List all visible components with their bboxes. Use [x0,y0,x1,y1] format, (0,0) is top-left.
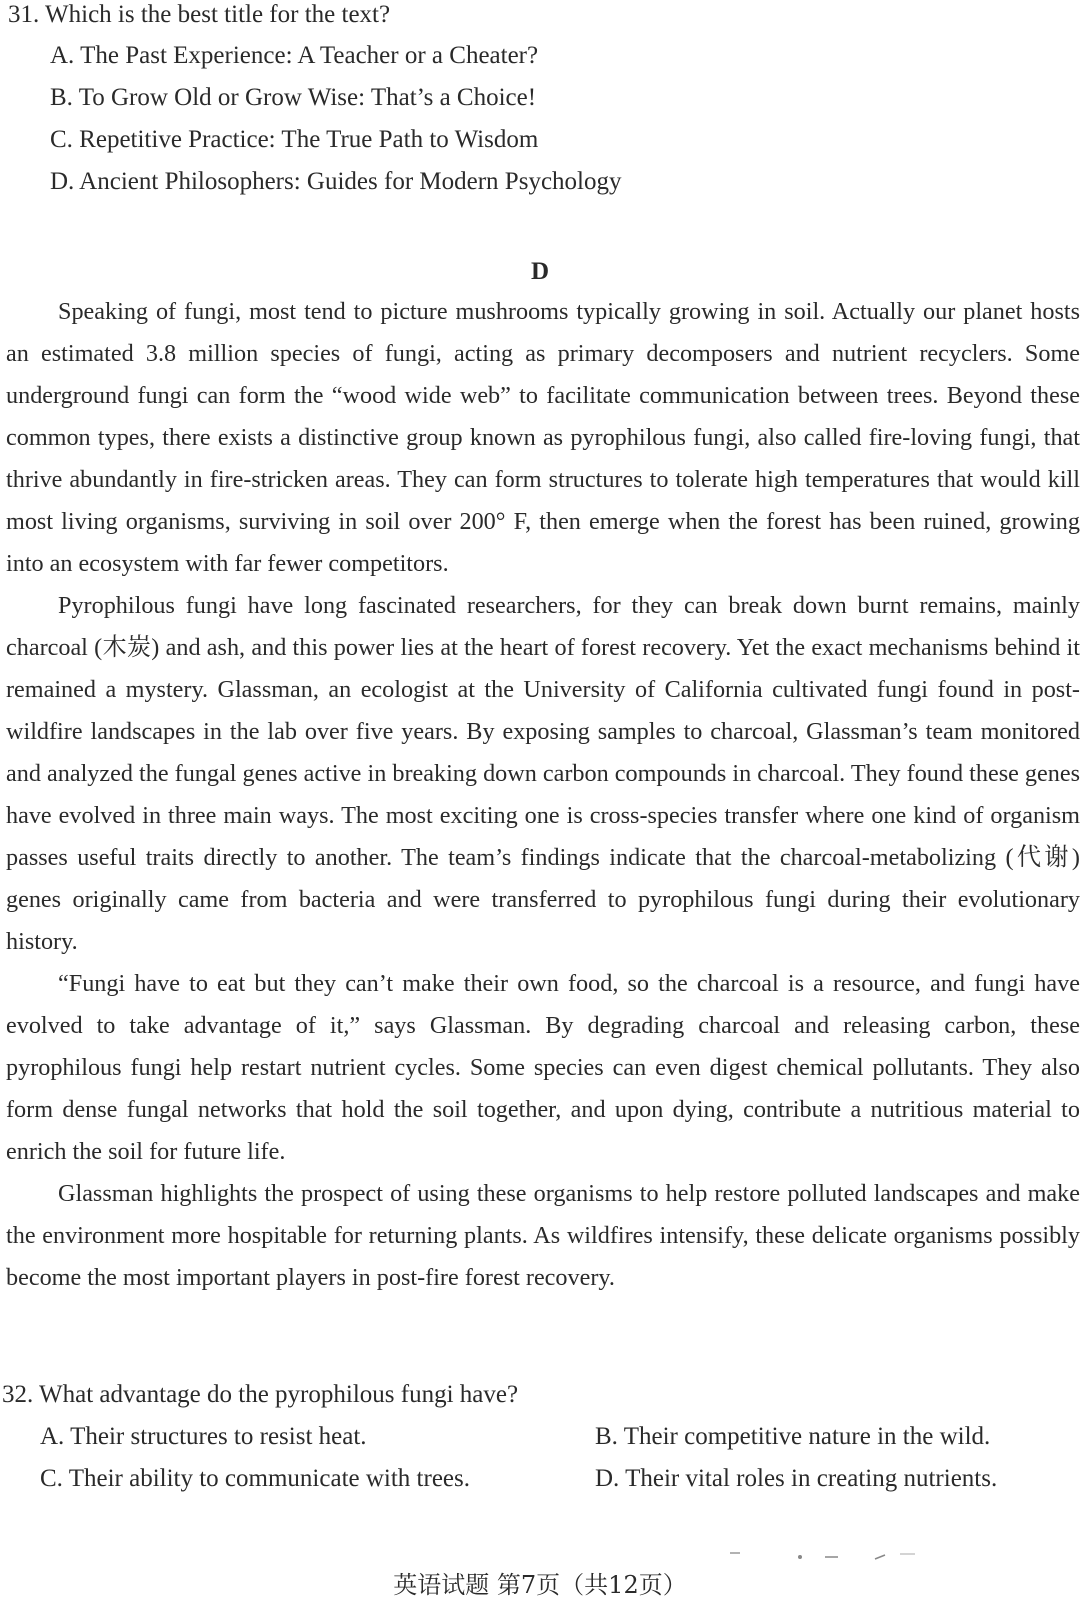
passage-paragraph-3: “Fungi have to eat but they can’t make their own food, so the charcoal is a resource, and fungi have evolved to take advantage of it,” says Glassman. By degrading charcoal and releasing carbon, these pyrophilous fungi help restart nutrient cycles. Some species can even digest chemical pollutants. They also form dense fungal networks that hold the soil together, and upon dying, contribute a nutritious material to enrich the soil for future life. [6,970,1080,1165]
question-32-option-a: A. Their structures to resist heat. [40,1423,367,1450]
passage-paragraph-4: Glassman highlights the prospect of using these organisms to help restore polluted landscapes and make the environment more hospitable for returning plants. As wildfires intensify, these delicate organisms possibly become the most important players in post-fire forest recovery. [6,1180,1080,1291]
question-32-option-c: C. Their ability to communicate with trees. [40,1465,470,1492]
question-31-option-c: C. Repetitive Practice: The True Path to Wisdom [50,126,539,153]
passage-paragraph-1: Speaking of fungi, most tend to picture mushrooms typically growing in soil. Actually our planet hosts an estimated 3.8 million species of fungi, acting as primary decomposers and nutrient recyclers. Some underground fungi can form the “wood wide web” to facilitate communication between trees. Beyond these common types, there exists a distinctive group known as pyrophilous fungi, also called fire-loving fungi, that thrive abundantly in fire-stricken areas. They can form structures to tolerate high temperatures that would kill most living organisms, surviving in soil over 200° F, then emerge when the forest has been ruined, growing into an ecosystem with far fewer competitors. [6,298,1080,577]
question-31-option-a: A. The Past Experience: A Teacher or a Cheater? [50,42,539,69]
scan-artifact-marks [730,1545,930,1565]
reading-passage [6,291,1080,1299]
question-31-option-b: B. To Grow Old or Grow Wise: That’s a Choice! [50,84,537,111]
page-footer: 英语试题 第7页（共12页） [393,1571,687,1599]
passage-paragraph-2: Pyrophilous fungi have long fascinated researchers, for they can break down burnt remains, mainly charcoal (木炭) and ash, and this power lies at the heart of forest recovery. Yet the exact mechanisms behind it remained a mystery. Glassman, an ecologist at the University of California cultivated fungi found in post-wildfire landscapes in the lab over five years. By exposing samples to charcoal, Glassman’s team monitored and analyzed the fungal genes active in breaking down carbon compounds in charcoal. They found these genes have evolved in three main ways. The most exciting one is cross-species transfer where one kind of organism passes useful traits directly to another. The team’s findings indicate that the charcoal-metabolizing (代谢) genes originally came from bacteria and were transferred to pyrophilous fungi during their evolutionary history. [6,592,1080,955]
question-32-option-d: D. Their vital roles in creating nutrients. [595,1465,998,1492]
question-31-option-d: D. Ancient Philosophers: Guides for Modern Psychology [50,168,622,195]
question-31-stem: 31. Which is the best title for the text? [8,1,391,28]
section-heading: D [530,258,550,285]
question-32-stem: 32. What advantage do the pyrophilous fungi have? [2,1381,519,1408]
question-32-option-b: B. Their competitive nature in the wild. [595,1423,991,1450]
